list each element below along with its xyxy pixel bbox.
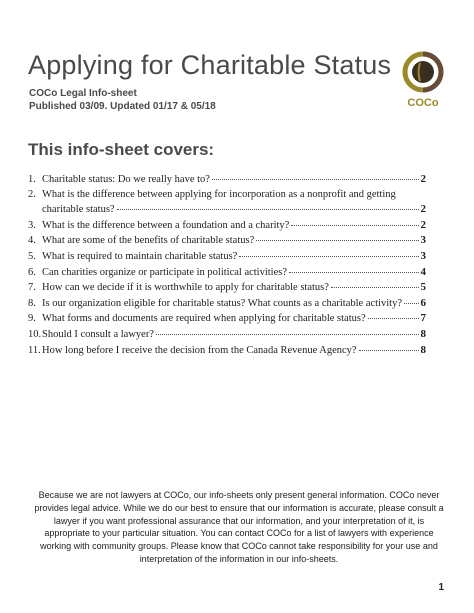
toc-page-number: 3 — [420, 249, 426, 262]
toc-item[interactable] — [28, 280, 426, 296]
dot-leader — [404, 303, 419, 304]
document-title: Applying for Charitable Status — [28, 50, 392, 80]
disclaimer-text: Because we are not lawyers at COCo, our info-sheets only present general information. COCo never provides legal advice. While we do our best to ensure that our information is accurate, please consult a lawyer if you want professional assurance that our information, and your interpretation of it, is appropriate to your particular situation. You can contact COCo for a list of lawyers with experience working with community groups. Please know that COCo cannot take responsibility for your use and interpretation of the information in our info-sheets. — [34, 490, 444, 564]
toc-item[interactable] — [28, 188, 426, 218]
toc-item[interactable] — [28, 327, 426, 343]
page-number: 1 — [438, 582, 444, 593]
dot-leader — [368, 318, 419, 319]
coco-logo-mark — [398, 50, 448, 110]
covers-heading: This info-sheet covers: — [28, 140, 215, 159]
toc-text: What is the difference between a foundation and a charity? — [42, 219, 290, 231]
toc-page-number: 8 — [420, 343, 426, 356]
toc-text-continued: charitable status? — [42, 204, 115, 216]
toc-page-number: 2 — [420, 218, 426, 231]
toc-text: What are some of the benefits of charitable status? — [42, 235, 255, 247]
toc-text: What forms and documents are required when applying for charitable status? — [42, 313, 366, 325]
toc-page-number: 8 — [420, 327, 426, 340]
toc-number: 1. — [28, 174, 36, 185]
toc-number: 5. — [28, 250, 36, 262]
toc-number: 6. — [28, 266, 36, 278]
toc-text: What is required to maintain charitable status? — [42, 250, 238, 262]
toc-text: What is the difference between applying for incorporation as a nonprofit and getting — [42, 188, 396, 200]
toc-item[interactable] — [28, 265, 426, 281]
coco-logo — [398, 50, 448, 110]
table-of-contents — [28, 172, 426, 358]
toc-item[interactable] — [28, 218, 426, 234]
dot-leader — [289, 272, 418, 273]
toc-page-number: 3 — [420, 234, 426, 247]
toc-page-number: 2 — [420, 203, 426, 216]
toc-number: 8. — [28, 297, 36, 309]
toc-number: 11. — [28, 344, 41, 356]
toc-item[interactable] — [28, 343, 426, 359]
document-subtitle: COCo Legal Info-sheet — [29, 88, 137, 99]
toc-page-number: 5 — [420, 281, 426, 294]
publication-date: Published 03/09. Updated 01/17 & 05/18 — [29, 101, 216, 112]
dot-leader — [291, 225, 418, 226]
logo-text: COCo — [407, 97, 439, 109]
toc-number: 4. — [28, 235, 36, 247]
toc-item[interactable] — [28, 249, 426, 265]
toc-number: 3. — [28, 219, 36, 231]
toc-item[interactable] — [28, 233, 426, 249]
toc-text: Can charities organize or participate in political activities? — [42, 266, 288, 278]
toc-item[interactable] — [28, 172, 426, 188]
dot-leader — [331, 287, 419, 288]
toc-text: How can we decide if it is worthwhile to apply for charitable status? — [42, 282, 329, 294]
toc-number: 7. — [28, 282, 36, 294]
toc-number: 2. — [28, 188, 36, 200]
toc-page-number: 2 — [420, 173, 426, 185]
dot-leader — [117, 209, 419, 210]
dot-leader — [156, 334, 419, 335]
toc-text: How long before I receive the decision from the Canada Revenue Agency? — [42, 344, 357, 356]
toc-page-number: 6 — [420, 296, 426, 309]
toc-item[interactable] — [28, 296, 426, 312]
toc-page-number: 4 — [420, 265, 426, 278]
toc-number: 10. — [28, 328, 42, 340]
toc-item[interactable] — [28, 311, 426, 327]
dot-leader — [359, 350, 419, 351]
toc-text: Should I consult a lawyer? — [42, 328, 154, 340]
toc-number: 9. — [28, 313, 36, 325]
dot-leader — [239, 256, 418, 257]
toc-text: Is our organization eligible for charitable status? What counts as a charitable activity? — [42, 297, 402, 309]
toc-text: Charitable status: Do we really have to? — [42, 174, 210, 185]
dot-leader — [256, 240, 418, 241]
dot-leader — [212, 179, 419, 180]
toc-page-number: 7 — [420, 312, 426, 325]
